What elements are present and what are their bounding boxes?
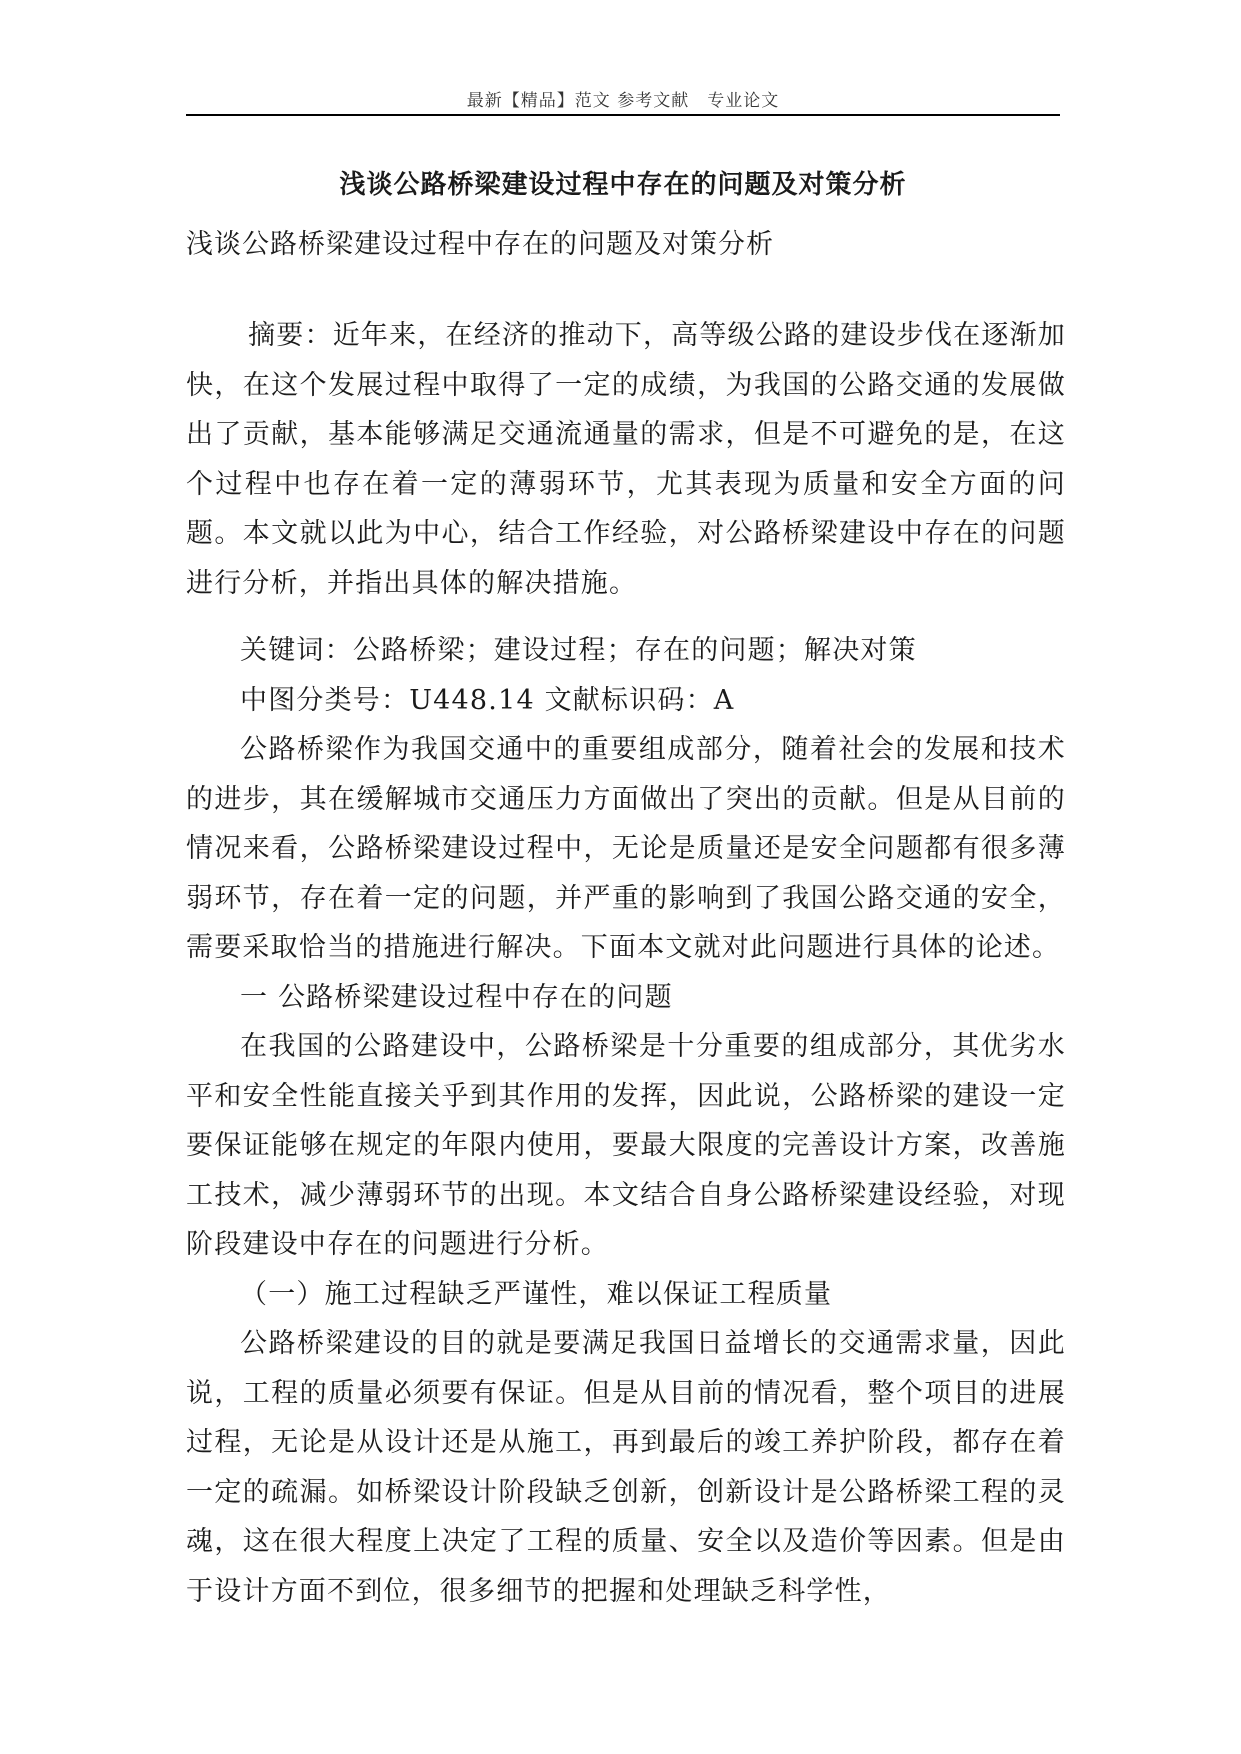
document-title: 浅谈公路桥梁建设过程中存在的问题及对策分析 (339, 170, 907, 200)
keywords-line: 关键词：公路桥梁；建设过程；存在的问题；解决对策 (240, 635, 917, 666)
section-heading: 一 公路桥梁建设过程中存在的问题 (240, 981, 673, 1013)
header-divider (186, 114, 1060, 116)
intro-paragraph: 公路桥梁作为我国交通中的重要组成部分，随着社会的发展和技术的进步，其在缓解城市交通压力方面做出了突出的贡献。但是从目前的情况来看，公路桥梁建设过程中，无论是质量还是安全问题都有很多薄弱环节，存在着一定的问题，并严重的影响到了我国公路交通的安全，需要采取恰当的措施进行解决。下面本文就对此问题进行具体的论述。 (186, 734, 1066, 963)
page-header: 最新【精品】范文 参考文献 专业论文 (466, 91, 780, 111)
subsection-paragraph: 公路桥梁建设的目的就是要满足我国日益增长的交通需求量，因此说，工程的质量必须要有保证。但是从目前的情况看，整个项目的进展过程，无论是从设计还是从施工，再到最后的竣工养护阶段，都存在着一定的疏漏。如桥梁设计阶段缺乏创新，创新设计是公路桥梁工程的灵魂，这在很大程度上决定了工程的质量、安全以及造价等因素。但是由于设计方面不到位，很多细节的把握和处理缺乏科学性， (186, 1328, 1066, 1607)
classification-line: 中图分类号：U448.14 文献标识码：A (240, 684, 735, 716)
abstract-section (186, 311, 1066, 608)
document-subtitle: 浅谈公路桥梁建设过程中存在的问题及对策分析 (186, 229, 774, 260)
section-paragraph: 在我国的公路建设中，公路桥梁是十分重要的组成部分，其优劣水平和安全性能直接关乎到其作用的发挥，因此说，公路桥梁的建设一定要保证能够在规定的年限内使用，要最大限度的完善设计方案，改善施工技术，减少薄弱环节的出现。本文结合自身公路桥梁建设经验，对现阶段建设中存在的问题进行分析。 (186, 1031, 1066, 1260)
main-body (186, 626, 1066, 1616)
subsection-heading: （一）施工过程缺乏严谨性，难以保证工程质量 (240, 1278, 833, 1310)
abstract-paragraph: 摘要：近年来，在经济的推动下，高等级公路的建设步伐在逐渐加快，在这个发展过程中取得了一定的成绩，为我国的公路交通的发展做出了贡献，基本能够满足交通流通量的需求，但是不可避免的是，在这个过程中也存在着一定的薄弱环节，尤其表现为质量和安全方面的问题。本文就以此为中心，结合工作经验，对公路桥梁建设中存在的问题进行分析，并指出具体的解决措施。 (186, 320, 1066, 599)
